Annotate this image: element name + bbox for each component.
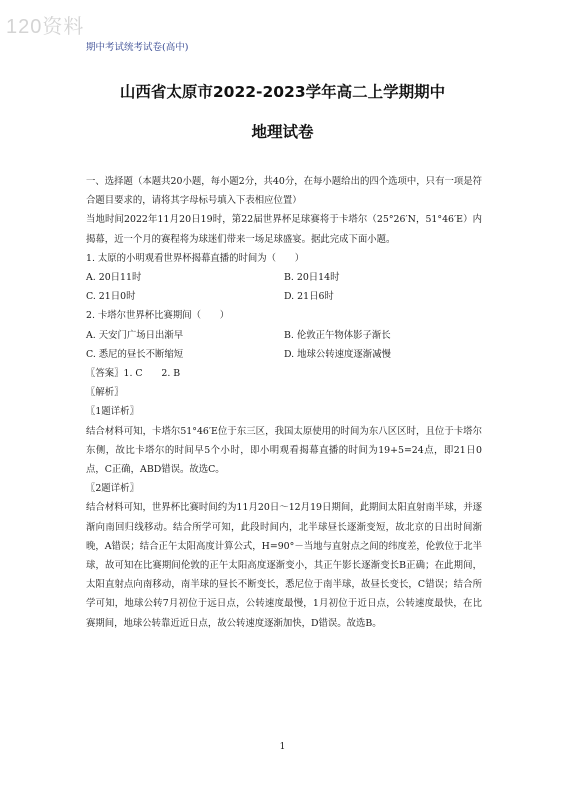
- exam-category-link[interactable]: 期中考试统考试卷(高中): [86, 42, 189, 53]
- detail-heading: 〖2题详析〗: [86, 483, 139, 495]
- page-title: 山西省太原市2022-2023学年高二上学期期中: [119, 83, 446, 101]
- option-c: C. 21日0时: [86, 291, 136, 303]
- answer-line: 〖答案〗1. C 2. B: [86, 368, 181, 380]
- detail-text: 结合材料可知，世界杯比赛时间约为11月20日～12月19日期间，此期间太阳直射南半球，并逐渐向南回归线移动。结合所学可知，此段时间内，北半球昼长逐渐变短，故北京的日出时间渐晚，A错误；结合正午太阳高度计算公式，H=90°－当地与直射点之间的纬度差，伦敦位于北半球，故可知在比赛期间伦敦的正午太阳高度逐渐变小，其正午影长逐渐变长B正确；在此期间，太阳直射点向南移动，南半球的昼长不断变长，悉尼位于南半球，故昼长变长，C错误；结合所学可知，地球公转7月初位于远日点，公转速度最慢，1月初位于近日点，公转速度最快，在比赛期间，地球公转靠近近日点，故公转速度逐渐加快，D错误。故选B。: [86, 502, 482, 629]
- question-material: 当地时间2022年11月20日19时，第22届世界杯足球赛将于卡塔尔（25°26′N，51°46′E）内揭幕，近一个月的赛程将为球迷们带来一场足球盛宴。据此完成下面小题。: [86, 214, 482, 245]
- option-c: C. 悉尼的昼长不断缩短: [86, 348, 184, 360]
- question-stem: 2. 卡塔尔世界杯比赛期间（ ）: [86, 310, 230, 322]
- document-body: [86, 172, 482, 633]
- question-options: [86, 268, 482, 306]
- detail-text: 结合材料可知，卡塔尔51°46′E位于东三区，我国太原使用的时间为东八区区时，且位于卡塔尔东侧，故比卡塔尔的时间早5个小时，即小明观看揭幕直播的时间为19+5=24点，即21日0点，C正确，ABD错误。故选C。: [86, 425, 482, 476]
- page-subtitle: 地理试卷: [251, 123, 314, 141]
- analysis-heading: 〖解析〗: [86, 387, 124, 399]
- question-options: [86, 326, 482, 364]
- option-b: B. 伦敦正午物体影子渐长: [284, 329, 391, 341]
- detail-heading: 〖1题详析〗: [86, 406, 139, 418]
- option-d: D. 21日6时: [284, 291, 334, 303]
- section-intro: 一、选择题（本题共20小题，每小题2分，共40分，在每小题给出的四个选项中，只有一项是符合题目要求的，请将其字母标号填入下表相应位置）: [86, 176, 482, 207]
- watermark-logo: 120资料: [6, 16, 85, 38]
- option-b: B. 20日14时: [284, 272, 340, 284]
- question-stem: 1. 太原的小明观看世界杯揭幕直播的时间为（ ）: [86, 252, 305, 264]
- option-d: D. 地球公转速度逐渐减慢: [284, 348, 391, 360]
- option-a: A. 20日11时: [86, 272, 142, 284]
- option-a: A. 天安门广场日出渐早: [86, 329, 184, 341]
- page-number: 1: [279, 742, 286, 752]
